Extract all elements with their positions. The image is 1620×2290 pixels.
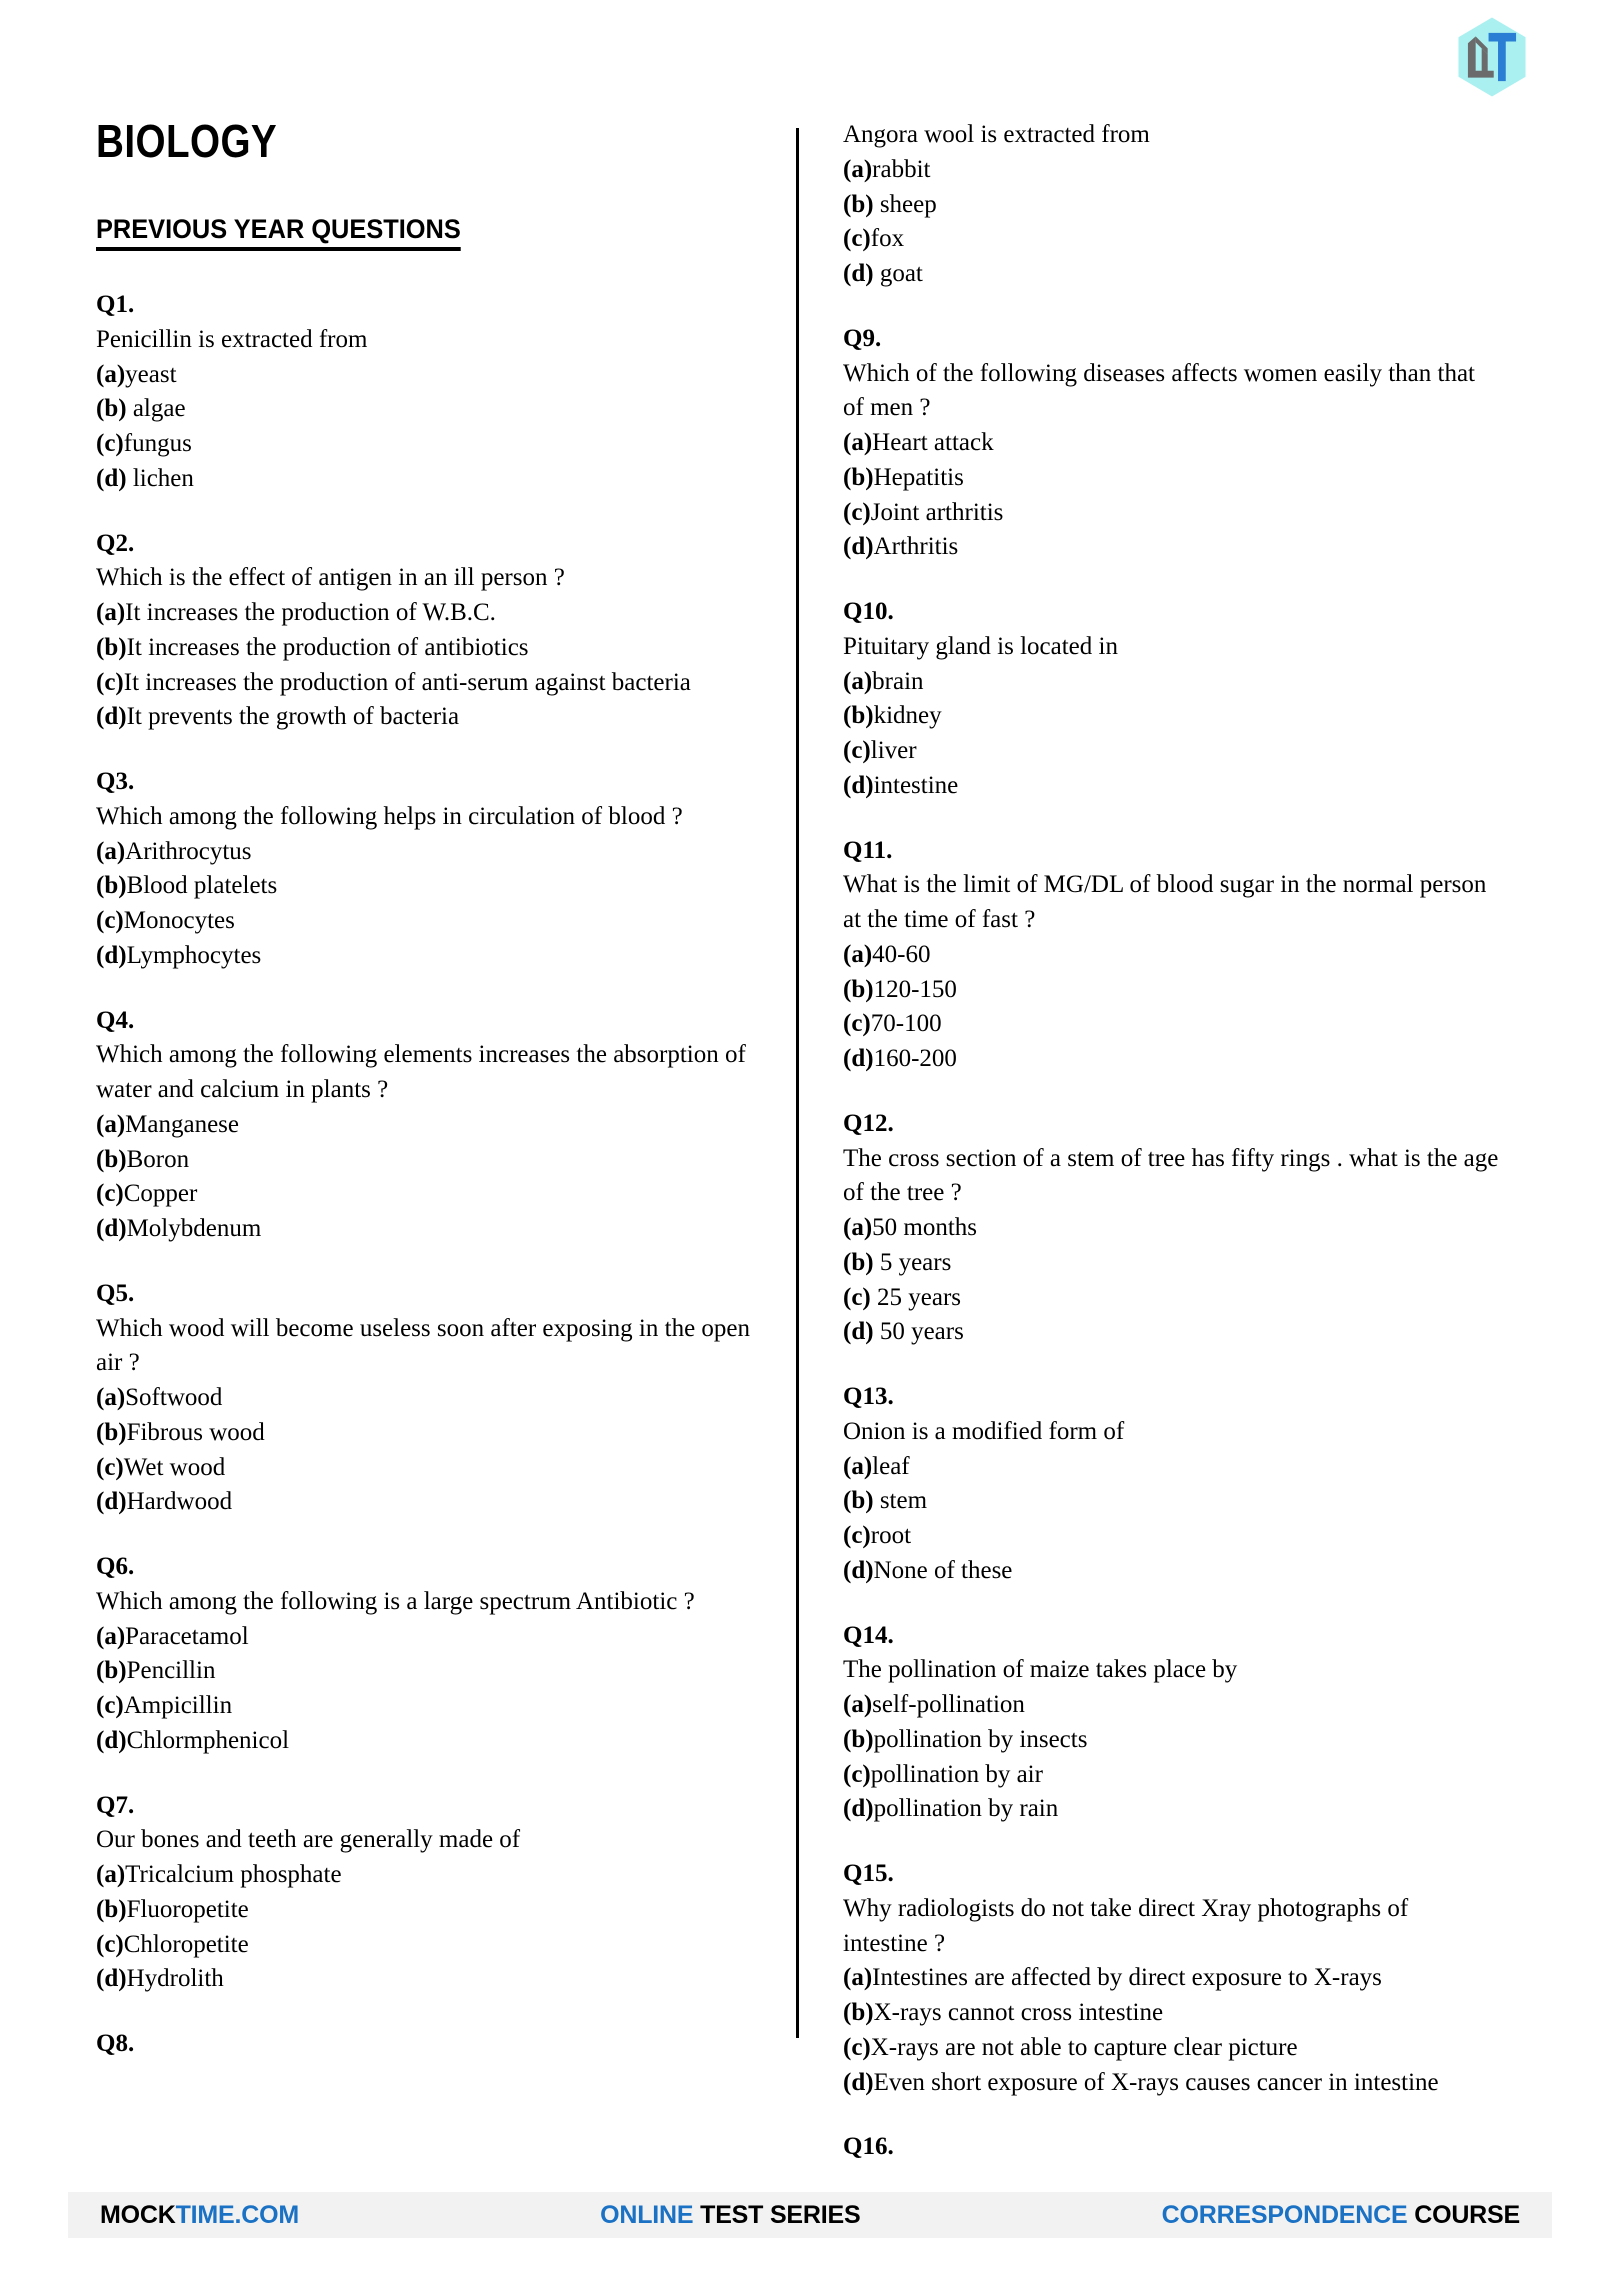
- question-option[interactable]: (c)Joint arthritis: [843, 498, 1004, 526]
- question-option[interactable]: (a)50 months: [843, 1214, 978, 1241]
- option-label: (c): [843, 737, 871, 764]
- page-title: BIOLOGY: [96, 115, 278, 167]
- question-number: Q3.: [96, 768, 135, 795]
- option-label: (a): [96, 1622, 126, 1650]
- question-block: [843, 1380, 1499, 1589]
- question-option[interactable]: (b)It increases the production of antibiotics: [96, 633, 529, 661]
- question-option[interactable]: (b)120-150: [843, 975, 957, 1003]
- question-option[interactable]: (a)Intestines are affected by direct exposure to X-rays: [843, 1964, 1382, 1992]
- option-label: (d): [96, 464, 127, 492]
- question-text: Which of the following diseases affects women easily than that of men ?: [843, 359, 1475, 422]
- left-question-list: [96, 288, 768, 2062]
- option-label: (a): [843, 1691, 873, 1718]
- question-text: Which is the effect of antigen in an ill person ?: [96, 564, 565, 592]
- option-label: (c): [843, 1522, 871, 1549]
- footer-center-blue: ONLINE: [600, 2200, 694, 2229]
- question-option[interactable]: (c)root: [843, 1522, 912, 1549]
- question-text: Which among the following is a large spectrum Antibiotic ?: [96, 1587, 695, 1615]
- question-text: Onion is a modified form of: [843, 1417, 1125, 1445]
- question-number: Q15.: [843, 1860, 894, 1887]
- option-label: (c): [96, 668, 124, 696]
- question-option[interactable]: (b)Boron: [96, 1145, 190, 1173]
- question-option[interactable]: (d) goat: [843, 260, 923, 287]
- question-option[interactable]: (c)Copper: [96, 1180, 198, 1208]
- question-number: Q1.: [96, 291, 135, 318]
- option-label: (a): [843, 155, 873, 183]
- question-block: [96, 765, 768, 974]
- question-option[interactable]: (b) stem: [843, 1487, 928, 1515]
- option-label: (d): [96, 1488, 127, 1516]
- question-text: Our bones and teeth are generally made of: [96, 1826, 521, 1854]
- question-option[interactable]: (a)brain: [843, 667, 924, 695]
- heading-spacer: [96, 118, 768, 288]
- option-label: (a): [843, 940, 873, 968]
- option-label: (a): [96, 599, 126, 626]
- option-label: (b): [843, 1487, 874, 1515]
- question-option[interactable]: (a)self-pollination: [843, 1691, 1025, 1718]
- option-label: (b): [843, 702, 874, 730]
- option-label: (d): [96, 1965, 127, 1993]
- option-label: (d): [843, 771, 874, 799]
- option-label: (a): [843, 429, 873, 456]
- option-label: (d): [843, 260, 874, 287]
- option-label: (d): [843, 1045, 874, 1072]
- question-option[interactable]: (d)Chlormphenicol: [96, 1726, 290, 1754]
- question-number: Q14.: [843, 1621, 894, 1649]
- column-left: [96, 118, 796, 2128]
- question-option[interactable]: (b) sheep: [843, 190, 937, 218]
- question-text: Pituitary gland is located in: [843, 632, 1118, 660]
- option-label: (c): [843, 225, 871, 253]
- question-text: Angora wool is extracted from: [843, 121, 1150, 148]
- question-option[interactable]: (b)pollination by insects: [843, 1725, 1088, 1753]
- question-number: Q10.: [843, 598, 894, 625]
- question-block: [843, 595, 1499, 804]
- question-number: Q2.: [96, 529, 135, 557]
- question-text: The cross section of a stem of tree has fifty rings . what is the age of the tree ?: [843, 1144, 1499, 1207]
- option-label: (b): [96, 1895, 127, 1923]
- question-block: [96, 288, 768, 497]
- question-block: [843, 118, 1499, 292]
- question-option[interactable]: (d)Even short exposure of X-rays causes cancer in intestine: [843, 2068, 1439, 2096]
- question-text: Penicillin is extracted from: [96, 325, 368, 353]
- option-label: (c): [843, 1760, 871, 1788]
- question-option[interactable]: (d) 50 years: [843, 1318, 964, 1346]
- option-label: (c): [843, 2033, 871, 2061]
- option-label: (a): [96, 1384, 126, 1411]
- question-option[interactable]: (a)Softwood: [96, 1384, 223, 1411]
- option-label: (d): [96, 1215, 127, 1242]
- option-label: (b): [96, 1418, 127, 1446]
- question-number: Q5.: [96, 1279, 135, 1307]
- question-number: Q11.: [843, 836, 893, 864]
- option-label: (b): [843, 1248, 874, 1276]
- section-heading: PREVIOUS YEAR QUESTIONS: [96, 216, 461, 251]
- footer-brand: [100, 2201, 299, 2230]
- question-option[interactable]: (a)leaf: [843, 1452, 910, 1480]
- question-block: [843, 1107, 1499, 1350]
- option-label: (b): [843, 190, 874, 218]
- question-block: [96, 1277, 768, 1520]
- question-number: Q13.: [843, 1383, 894, 1410]
- option-label: (d): [96, 941, 127, 969]
- option-label: (a): [843, 667, 873, 695]
- question-option[interactable]: (b)Blood platelets: [96, 872, 278, 900]
- question-option[interactable]: (d)Hardwood: [96, 1488, 233, 1516]
- question-block: [96, 1004, 768, 1247]
- footer-brand-dark: MOCK: [100, 2200, 176, 2229]
- question-option[interactable]: (d)Molybdenum: [96, 1215, 262, 1242]
- question-block: [843, 1857, 1499, 2100]
- question-option[interactable]: (a)40-60: [843, 940, 931, 968]
- question-text: Which wood will become useless soon after exposing in the open air ?: [96, 1314, 751, 1377]
- question-option[interactable]: (b)Fluoropetite: [96, 1895, 249, 1923]
- question-option[interactable]: (d)Hydrolith: [96, 1965, 224, 1993]
- option-label: (b): [843, 463, 874, 491]
- question-option[interactable]: (d)It prevents the growth of bacteria: [96, 703, 460, 731]
- question-number: Q6.: [96, 1553, 135, 1580]
- question-option[interactable]: (d)Arthritis: [843, 533, 959, 561]
- question-option[interactable]: (b)Hepatitis: [843, 463, 964, 491]
- right-question-list: [843, 118, 1499, 2165]
- question-option[interactable]: (a)Heart attack: [843, 429, 994, 456]
- option-label: (d): [843, 1318, 874, 1346]
- option-label: (a): [96, 1110, 126, 1138]
- option-label: (b): [843, 1725, 874, 1753]
- option-label: (c): [96, 907, 124, 934]
- option-label: (c): [843, 1010, 871, 1038]
- question-option[interactable]: (a)rabbit: [843, 155, 931, 183]
- option-label: (c): [96, 1453, 124, 1481]
- question-text: The pollination of maize takes place by: [843, 1656, 1238, 1684]
- question-block: [96, 527, 768, 736]
- question-option[interactable]: (c)It increases the production of anti-serum against bacteria: [96, 668, 691, 696]
- page-footer: [68, 2192, 1552, 2238]
- option-label: (a): [96, 1861, 126, 1888]
- footer-right-dark: COURSE: [1407, 2200, 1520, 2229]
- footer-online-test-series: [600, 2201, 860, 2230]
- question-option[interactable]: (a)Arithrocytus: [96, 837, 252, 865]
- question-number: Q12.: [843, 1109, 894, 1137]
- question-option[interactable]: (a)It increases the production of W.B.C.: [96, 599, 496, 626]
- option-label: (d): [843, 1556, 874, 1584]
- question-option[interactable]: (c)pollination by air: [843, 1760, 1043, 1788]
- option-label: (d): [96, 1726, 127, 1754]
- question-block: [96, 1550, 768, 1759]
- option-label: (b): [96, 1145, 127, 1173]
- question-option[interactable]: (b)X-rays cannot cross intestine: [843, 1999, 1164, 2026]
- question-option[interactable]: (a)Tricalcium phosphate: [96, 1861, 342, 1888]
- question-option[interactable]: (c)Ampicillin: [96, 1692, 233, 1719]
- option-label: (a): [96, 837, 126, 865]
- question-columns: [96, 115, 1535, 2161]
- question-option[interactable]: (b)kidney: [843, 702, 942, 730]
- option-label: (a): [843, 1214, 873, 1241]
- question-block: [843, 2130, 1499, 2165]
- question-option[interactable]: (c)liver: [843, 737, 917, 764]
- question-number: Q4.: [96, 1006, 135, 1034]
- question-option[interactable]: (d) lichen: [96, 464, 194, 492]
- option-label: (d): [843, 1795, 874, 1823]
- question-number: Q16.: [843, 2133, 894, 2161]
- option-label: (a): [843, 1452, 873, 1480]
- option-label: (a): [843, 1964, 873, 1992]
- question-option[interactable]: (b) algae: [96, 395, 186, 423]
- question-text: Which among the following helps in circulation of blood ?: [96, 802, 683, 830]
- question-block: [96, 1789, 768, 1998]
- question-option[interactable]: (c)Chloropetite: [96, 1930, 249, 1958]
- option-label: (c): [843, 498, 871, 526]
- question-option[interactable]: (a)Paracetamol: [96, 1622, 249, 1650]
- question-number: Q7.: [96, 1791, 135, 1819]
- option-label: (d): [843, 533, 874, 561]
- question-option[interactable]: (b) 5 years: [843, 1248, 952, 1276]
- question-block: [96, 2027, 768, 2062]
- option-label: (c): [843, 1283, 871, 1311]
- option-label: (b): [843, 1999, 874, 2026]
- question-number: Q9.: [843, 324, 882, 352]
- question-option[interactable]: (c) 25 years: [843, 1283, 961, 1311]
- question-text: Why radiologists do not take direct Xray photographs of intestine ?: [843, 1894, 1409, 1957]
- question-option[interactable]: (b)Fibrous wood: [96, 1418, 265, 1446]
- question-option[interactable]: (b)Pencillin: [96, 1657, 216, 1685]
- question-block: [843, 1619, 1499, 1828]
- question-option[interactable]: (c)Monocytes: [96, 907, 235, 934]
- option-label: (a): [96, 360, 126, 388]
- question-text: What is the limit of MG/DL of blood sugar in the normal person at the time of fast ?: [843, 871, 1487, 933]
- question-option[interactable]: (d)intestine: [843, 771, 959, 799]
- question-option[interactable]: (a)yeast: [96, 360, 177, 388]
- option-label: (b): [96, 395, 127, 423]
- question-option[interactable]: (d)Lymphocytes: [96, 941, 262, 969]
- footer-correspondence-course: [1162, 2201, 1520, 2230]
- question-option[interactable]: (d)None of these: [843, 1556, 1013, 1584]
- footer-center-dark: TEST SERIES: [693, 2200, 861, 2229]
- column-right: [799, 118, 1499, 2161]
- question-text: Which among the following elements increases the absorption of water and calcium in plants ?: [96, 1041, 746, 1103]
- question-block: [843, 834, 1499, 1077]
- option-label: (d): [843, 2068, 874, 2096]
- option-label: (b): [96, 872, 127, 900]
- footer-right-blue: CORRESPONDENCE: [1161, 2200, 1408, 2229]
- footer-brand-blue: TIME.COM: [175, 2200, 299, 2229]
- option-label: (b): [96, 1657, 127, 1685]
- question-option[interactable]: (d)pollination by rain: [843, 1795, 1059, 1823]
- option-label: (c): [96, 1930, 124, 1958]
- option-label: (b): [96, 633, 127, 661]
- question-option[interactable]: (d)160-200: [843, 1045, 957, 1072]
- option-label: (c): [96, 1180, 124, 1208]
- option-label: (d): [96, 703, 127, 731]
- question-option[interactable]: (c)X-rays are not able to capture clear picture: [843, 2033, 1298, 2061]
- question-option[interactable]: (a)Manganese: [96, 1110, 239, 1138]
- question-number: Q8.: [96, 2030, 135, 2057]
- option-label: (c): [96, 430, 124, 457]
- question-option[interactable]: (c)70-100: [843, 1010, 942, 1038]
- option-label: (c): [96, 1692, 124, 1719]
- question-option[interactable]: (c)Wet wood: [96, 1453, 226, 1481]
- question-option[interactable]: (c)fox: [843, 225, 905, 253]
- question-option[interactable]: (c)fungus: [96, 430, 192, 457]
- option-label: (b): [843, 975, 874, 1003]
- question-block: [843, 322, 1499, 565]
